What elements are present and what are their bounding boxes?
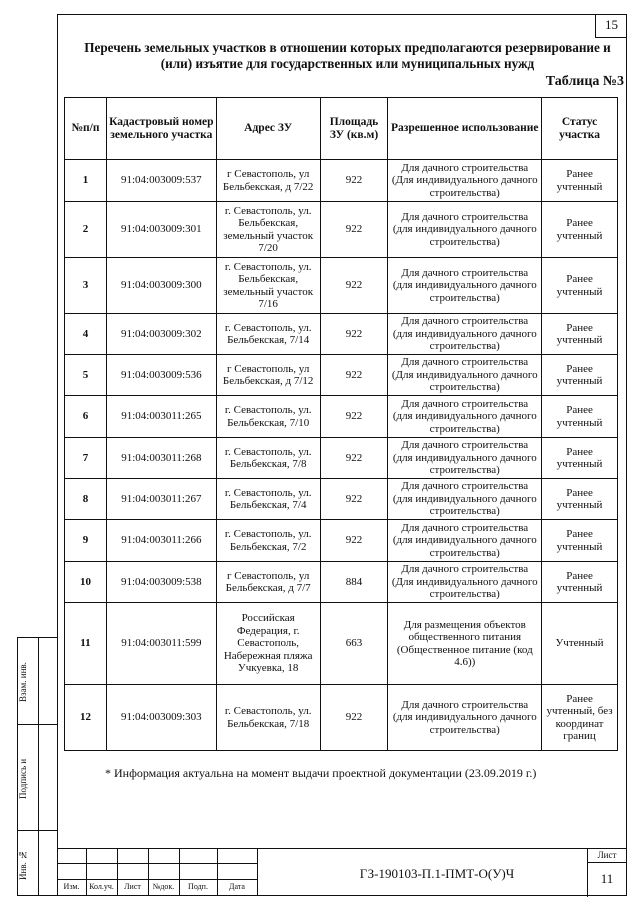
cell-use: Для дачного строительства (для индивидуального дачного строительства) bbox=[388, 520, 542, 562]
side-strip-separator bbox=[18, 830, 58, 831]
cell-status: Ранее учтенный bbox=[542, 520, 618, 562]
cell-status: Ранее учтенный bbox=[542, 160, 618, 202]
table-row bbox=[65, 314, 618, 355]
cell-area: 922 bbox=[320, 479, 388, 520]
cell-num: 6 bbox=[65, 396, 107, 438]
cell-address: г Севастополь, ул Бельбекская, д 7/12 bbox=[216, 355, 320, 396]
cell-cadastral: 91:04:003011:266 bbox=[106, 520, 216, 562]
cell-address: г. Севастополь, ул. Бельбекская, 7/14 bbox=[216, 314, 320, 355]
side-label-inv-no: Инв. № bbox=[18, 849, 28, 881]
cell-cadastral: 91:04:003011:267 bbox=[106, 479, 216, 520]
cell-status: Ранее учтенный bbox=[542, 355, 618, 396]
table-row bbox=[65, 396, 618, 438]
cell-status: Ранее учтенный bbox=[542, 396, 618, 438]
cell-area: 922 bbox=[320, 160, 388, 202]
cell-cadastral: 91:04:003009:300 bbox=[106, 258, 216, 314]
side-label-vzam: Взам. инв. bbox=[18, 662, 28, 702]
cell-status: Ранее учтенный bbox=[542, 438, 618, 479]
sheet-number: 11 bbox=[600, 871, 614, 886]
cell-use: Для дачного строительства (для индивидуального дачного строительства) bbox=[388, 438, 542, 479]
cell-address: Российская Федерация, г. Севастополь, Набережная пляжа Учкуевка, 18 bbox=[216, 603, 320, 685]
table-row bbox=[65, 160, 618, 202]
table-row bbox=[65, 355, 618, 396]
header-address: Адрес ЗУ bbox=[216, 98, 320, 160]
cell-address: г. Севастополь, ул. Бельбекская, 7/4 bbox=[216, 479, 320, 520]
cell-area: 922 bbox=[320, 355, 388, 396]
cell-num: 9 bbox=[65, 520, 107, 562]
title-block-stamp bbox=[57, 848, 627, 896]
table-header-row bbox=[65, 98, 618, 160]
header-area: Площадь ЗУ (кв.м) bbox=[320, 98, 388, 160]
cell-use: Для дачного строительства (для индивидуального дачного строительства) bbox=[388, 202, 542, 258]
cell-use: Для дачного строительства (для индивидуального дачного строительства) bbox=[388, 479, 542, 520]
stamp-row-line bbox=[57, 879, 257, 880]
cell-area: 922 bbox=[320, 202, 388, 258]
cell-area: 922 bbox=[320, 396, 388, 438]
cell-use: Для дачного строительства (для индивидуального дачного строительства) bbox=[388, 396, 542, 438]
cell-num: 11 bbox=[65, 603, 107, 685]
stamp-col-list: Лист bbox=[124, 882, 141, 891]
cell-cadastral: 91:04:003011:268 bbox=[106, 438, 216, 479]
table-row bbox=[65, 438, 618, 479]
cell-use: Для дачного строительства (Для индивидуального дачного строительства) bbox=[388, 562, 542, 603]
cell-num: 5 bbox=[65, 355, 107, 396]
cell-status: Ранее учтенный bbox=[542, 314, 618, 355]
table-row bbox=[65, 258, 618, 314]
footnote: * Информация актуальна на момент выдачи проектной документации (23.09.2019 г.) bbox=[105, 766, 537, 780]
header-use: Разрешенное использование bbox=[388, 98, 542, 160]
cell-area: 922 bbox=[320, 685, 388, 751]
cell-num: 1 bbox=[65, 160, 107, 202]
stamp-row-line bbox=[57, 863, 257, 864]
cell-area: 663 bbox=[320, 603, 388, 685]
side-strip-separator bbox=[18, 724, 58, 725]
stamp-col-date: Дата bbox=[229, 882, 245, 891]
cell-use: Для размещения объектов общественного питания (Общественное питание (код 4.6)) bbox=[388, 603, 542, 685]
table-row bbox=[65, 202, 618, 258]
cell-cadastral: 91:04:003009:301 bbox=[106, 202, 216, 258]
document-code: ГЗ-190103-П.1-ПМТ-О(У)Ч bbox=[359, 866, 515, 881]
cell-use: Для дачного строительства (Для индивидуального дачного строительства) bbox=[388, 355, 542, 396]
cell-address: г. Севастополь, ул. Бельбекская, 7/2 bbox=[216, 520, 320, 562]
parcels-table bbox=[64, 97, 618, 751]
cell-area: 922 bbox=[320, 438, 388, 479]
header-status: Статус участка bbox=[542, 98, 618, 160]
cell-use: Для дачного строительства (для индивидуального дачного строительства) bbox=[388, 314, 542, 355]
cell-cadastral: 91:04:003011:599 bbox=[106, 603, 216, 685]
stamp-col-line bbox=[257, 849, 258, 896]
cell-cadastral: 91:04:003009:537 bbox=[106, 160, 216, 202]
table-row bbox=[65, 479, 618, 520]
side-label-sign: Подпись и bbox=[18, 758, 28, 800]
cell-address: г. Севастополь, ул. Бельбекская, 7/18 bbox=[216, 685, 320, 751]
cell-address: г. Севастополь, ул. Бельбекская, 7/8 bbox=[216, 438, 320, 479]
cell-area: 922 bbox=[320, 520, 388, 562]
cell-use: Для дачного строительства (для индивидуального дачного строительства) bbox=[388, 685, 542, 751]
cell-status: Ранее учтенный bbox=[542, 202, 618, 258]
cell-use: Для дачного строительства (для индивидуального дачного строительства) bbox=[388, 258, 542, 314]
cell-address: г Севастополь, ул Бельбекская, д 7/22 bbox=[216, 160, 320, 202]
cell-num: 3 bbox=[65, 258, 107, 314]
cell-cadastral: 91:04:003009:303 bbox=[106, 685, 216, 751]
header-cadastral: Кадастровый номер земельного участка bbox=[106, 98, 216, 160]
sheet-label: Лист bbox=[597, 850, 617, 860]
stamp-col-kolvo: Кол.уч. bbox=[89, 882, 114, 891]
cell-num: 2 bbox=[65, 202, 107, 258]
cell-use: Для дачного строительства (Для индивидуального дачного строительства) bbox=[388, 160, 542, 202]
table-row bbox=[65, 603, 618, 685]
cell-status: Ранее учтенный bbox=[542, 258, 618, 314]
table-row bbox=[65, 685, 618, 751]
cell-num: 12 bbox=[65, 685, 107, 751]
cell-address: г. Севастополь, ул. Бельбекская, земельный участок 7/20 bbox=[216, 202, 320, 258]
header-num: №п/п bbox=[65, 98, 107, 160]
cell-address: г. Севастополь, ул. Бельбекская, 7/10 bbox=[216, 396, 320, 438]
cell-status: Ранее учтенный bbox=[542, 479, 618, 520]
cell-cadastral: 91:04:003009:538 bbox=[106, 562, 216, 603]
cell-address: г. Севастополь, ул. Бельбекская, земельный участок 7/16 bbox=[216, 258, 320, 314]
side-strip-divider bbox=[38, 638, 39, 895]
cell-area: 884 bbox=[320, 562, 388, 603]
cell-cadastral: 91:04:003009:302 bbox=[106, 314, 216, 355]
page-corner-number: 15 bbox=[595, 14, 627, 38]
cell-num: 10 bbox=[65, 562, 107, 603]
cell-num: 4 bbox=[65, 314, 107, 355]
document-title: Перечень земельных участков в отношении которых предполагаются резервирование и (или) изъятие для государственных или муниципальных нужд bbox=[84, 40, 611, 71]
cell-num: 8 bbox=[65, 479, 107, 520]
cell-status: Учтенный bbox=[542, 603, 618, 685]
stamp-col-ndok: №док. bbox=[152, 882, 175, 891]
table-row bbox=[65, 562, 618, 603]
cell-area: 922 bbox=[320, 258, 388, 314]
cell-status: Ранее учтенный bbox=[542, 562, 618, 603]
cell-cadastral: 91:04:003009:536 bbox=[106, 355, 216, 396]
cell-address: г Севастополь, ул Бельбекская, д 7/7 bbox=[216, 562, 320, 603]
table-row bbox=[65, 520, 618, 562]
cell-area: 922 bbox=[320, 314, 388, 355]
stamp-col-podp: Подп. bbox=[188, 882, 208, 891]
cell-cadastral: 91:04:003011:265 bbox=[106, 396, 216, 438]
cell-num: 7 bbox=[65, 438, 107, 479]
side-stamp-strip bbox=[17, 637, 57, 896]
stamp-col-izm: Изм. bbox=[63, 882, 80, 891]
table-label: Таблица №3 bbox=[545, 74, 624, 89]
cell-status: Ранее учтенный, без координат границ bbox=[542, 685, 618, 751]
